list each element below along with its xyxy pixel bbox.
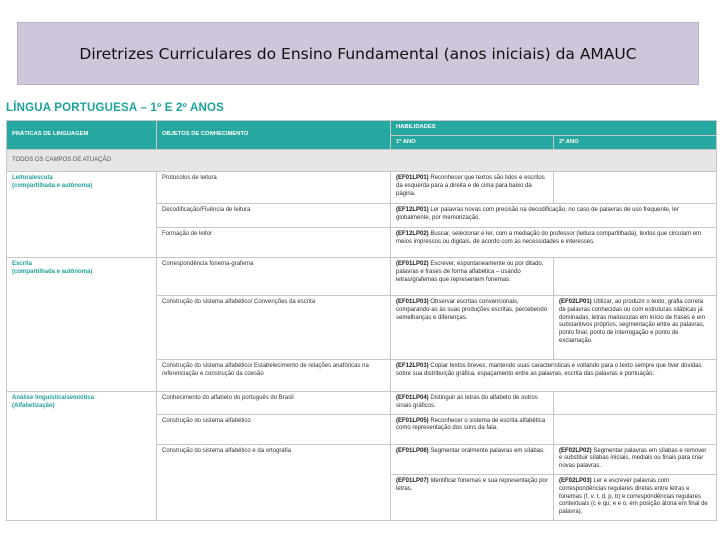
habilidade-span-cell: (EF12LP02) Buscar, selecionar e ler, com a mediação do professor (leitura compartilhada), textos que circulam em meios impressos ou digitais, de acordo com as necessidades e interesses. xyxy=(391,228,717,258)
objeto-cell: Construção do sistema alfabético e da ortografia xyxy=(157,444,391,520)
habilidade-span-cell: (EF12LP03) Copiar textos breves, mantendo suas características e voltando para o texto sempre que tiver dúvidas sobre sua distribuição gráfica, espaçamento entre as palavras, escrita das palavras e pontuação. xyxy=(391,360,717,392)
habilidade-2ano-cell xyxy=(554,414,717,444)
skill-code: (EF01LP07) xyxy=(396,478,429,485)
objeto-cell: Construção do sistema alfabético/ Estabelecimento de relações anafóricas na referenciação e construção da coesão xyxy=(157,360,391,392)
pratica-label: Análise linguística/semiótica xyxy=(12,395,95,402)
table-row xyxy=(7,392,717,415)
objeto-cell: Construção do sistema alfabético/ Convenções da escrita xyxy=(157,296,391,360)
pratica-sublabel: (compartilhada e autônoma) xyxy=(12,268,93,275)
habilidade-2ano-cell: (EF02LP02) Segmentar palavras em sílabas e remover e substituir sílabas iniciais, mediais ou finais para criar novas palavras. xyxy=(554,444,717,474)
all-fields-row xyxy=(7,150,717,172)
skill-code: (EF02LP02) xyxy=(559,447,592,454)
habilidade-1ano-cell: (EF01LP06) Segmentar oralmente palavras em sílabas. xyxy=(391,444,554,474)
objeto-cell: Decodificação/Fluência de leitura xyxy=(157,204,391,228)
header-praticas: PRÁTICAS DE LINGUAGEM xyxy=(7,121,157,150)
pratica-cell xyxy=(7,172,157,258)
habilidade-2ano-cell: (EF02LP01) Utilizar, ao produzir o texto, grafia correta de palavras conhecidas ou com estruturas silábicas já dominadas, letras maiúsculas em início de frases e em substantivos próprios, segmentação entre as palavras, ponto final, ponto de interrogação e ponto de exclamação. xyxy=(554,296,717,360)
skill-code: (EF01LP06) xyxy=(396,447,429,454)
table-header-row xyxy=(7,121,717,136)
objeto-cell: Correspondência fonema-grafema xyxy=(157,258,391,296)
habilidade-1ano-cell: (EF01LP02) Escrever, espontaneamente ou por ditado, palavras e frases de forma alfabética – usando letras/grafemas que representem fonemas. xyxy=(391,258,554,296)
all-fields-label: TODOS OS CAMPOS DE ATUAÇÃO xyxy=(7,150,717,172)
objeto-cell: Conhecimento do alfabeto do português do Brasil xyxy=(157,392,391,415)
skill-code: (EF01LP05) xyxy=(396,417,429,424)
header-habilidades: HABILIDADES xyxy=(391,121,717,136)
page-title: Diretrizes Curriculares do Ensino Fundamental (anos iniciais) da AMAUC xyxy=(79,44,637,63)
section-heading: LÍNGUA PORTUGUESA – 1º E 2º ANOS xyxy=(6,102,224,114)
habilidade-2ano-cell xyxy=(554,392,717,415)
habilidade-2ano-cell: (EF02LP03) Ler e escrever palavras com correspondências regulares diretas entre letras e fonemas (f, v, t, d, p, b) e correspondências regulares contextuais (c e qu; e e o, em posição átona em final de palavra). xyxy=(554,475,717,521)
pratica-sublabel: (compartilhada e autônoma) xyxy=(12,182,93,189)
skill-code: (EF12LP01) xyxy=(396,207,429,214)
habilidade-2ano-cell xyxy=(554,172,717,204)
skill-code: (EF02LP01) xyxy=(559,299,592,306)
skill-code: (EF01LP04) xyxy=(396,395,429,402)
objeto-cell: Construção do sistema alfabético xyxy=(157,414,391,444)
habilidade-1ano-cell: (EF01LP01) Reconhecer que textos são lidos e escritos da esquerda para a direita e de cima para baixo da página. xyxy=(391,172,554,204)
table-row xyxy=(7,172,717,204)
skill-code: (EF12LP03) xyxy=(396,363,429,370)
habilidade-span-cell: (EF12LP01) Ler palavras novas com precisão na decodificação, no caso de palavras de uso frequente, ler globalmente, por memorização. xyxy=(391,204,717,228)
skill-code: (EF01LP02) xyxy=(396,261,429,268)
pratica-cell xyxy=(7,258,157,392)
header-objetos: OBJETOS DE CONHECIMENTO xyxy=(157,121,391,150)
pratica-cell xyxy=(7,392,157,521)
skill-code: (EF12LP02) xyxy=(396,231,429,238)
objeto-cell: Formação de leitor xyxy=(157,228,391,258)
title-banner xyxy=(17,22,699,85)
habilidade-1ano-cell: (EF01LP03) Observar escritas convencionais, comparando-as às suas produções escritas, percebendo semelhanças e diferenças. xyxy=(391,296,554,360)
header-2ano: 2º ANO xyxy=(554,135,717,150)
skill-code: (EF01LP01) xyxy=(396,175,429,182)
objeto-cell: Protocolos de leitura xyxy=(157,172,391,204)
pratica-label: Leitura/escuta xyxy=(12,175,53,182)
pratica-sublabel: (Alfabetização) xyxy=(12,402,55,409)
pratica-label: Escrita xyxy=(12,261,33,268)
header-1ano: 1º ANO xyxy=(391,135,554,150)
curriculum-table xyxy=(6,120,717,521)
habilidade-1ano-cell: (EF01LP07) Identificar fonemas e sua representação por letras. xyxy=(391,475,554,521)
habilidade-1ano-cell: (EF01LP05) Reconhecer o sistema de escrita alfabética como representação dos sons da fala. xyxy=(391,414,554,444)
table-row xyxy=(7,258,717,296)
habilidade-2ano-cell xyxy=(554,258,717,296)
skill-code: (EF01LP03) xyxy=(396,299,429,306)
habilidade-1ano-cell: (EF01LP04) Distinguir as letras do alfabeto de outros sinais gráficos. xyxy=(391,392,554,415)
skill-code: (EF02LP03) xyxy=(559,478,592,485)
